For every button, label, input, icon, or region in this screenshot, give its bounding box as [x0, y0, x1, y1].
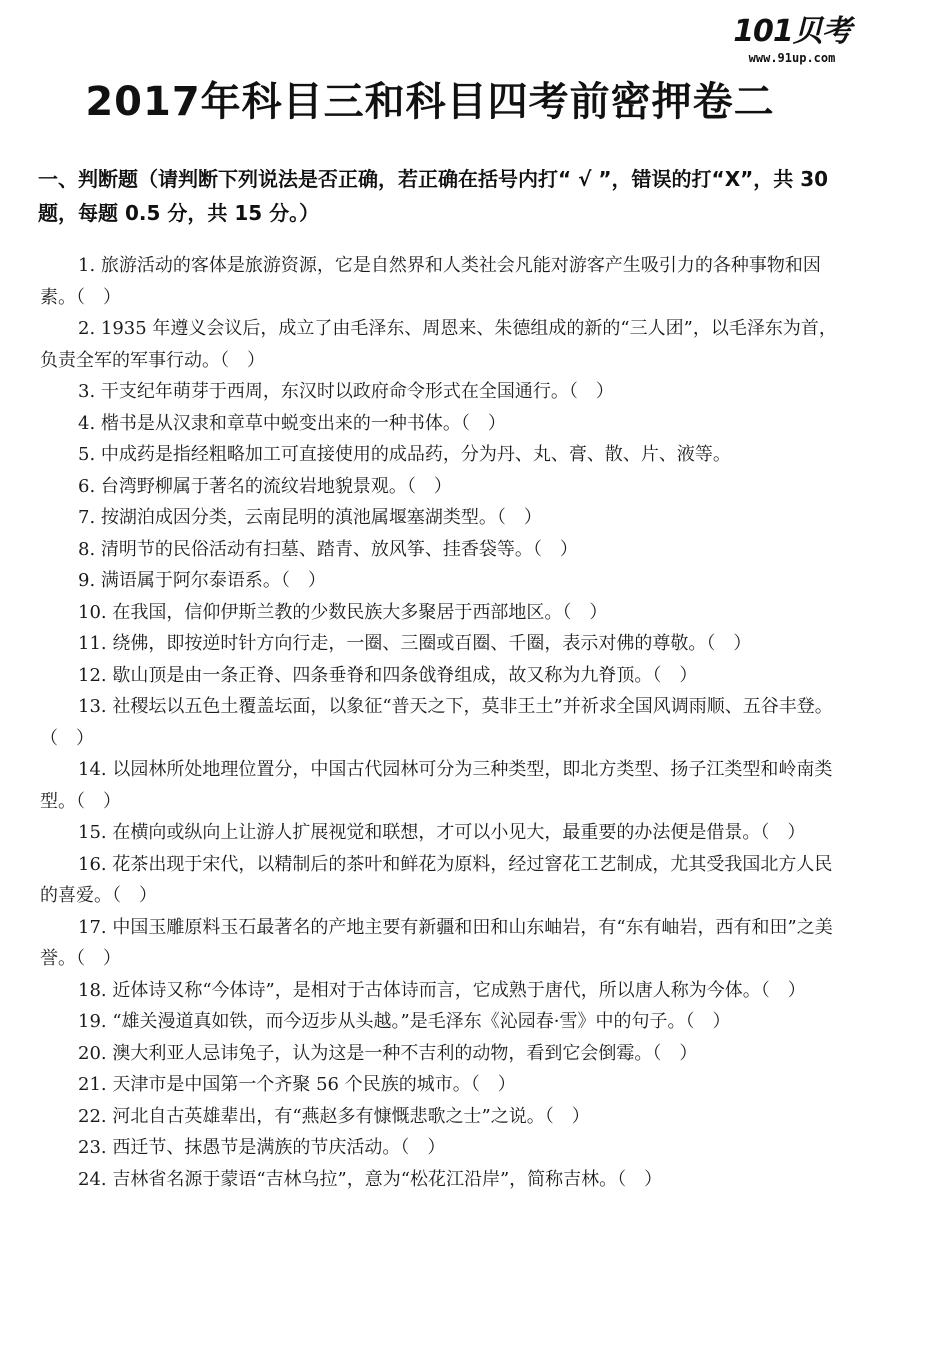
question-item: 14. 以园林所处地理位置分，中国古代园林可分为三种类型，即北方类型、扬子江类型和岭南类型。（ ）	[40, 759, 833, 812]
question-item: 1. 旅游活动的客体是旅游资源，它是自然界和人类社会凡能对游客产生吸引力的各种事物和因素。（ ）	[40, 255, 821, 308]
question-item: 6. 台湾野柳属于著名的流纹岩地貌景观。（ ）	[78, 475, 452, 497]
question-item: 12. 歇山顶是由一条正脊、四条垂脊和四条戗脊组成，故又称为九脊顶。（ ）	[78, 664, 698, 686]
question-item: 22. 河北自古英雄辈出，有“燕赵多有慷慨悲歌之士”之说。（ ）	[78, 1105, 590, 1127]
question-item: 16. 花茶出现于宋代，以精制后的茶叶和鲜花为原料，经过窨花工艺制成，尤其受我国北方人民的喜爱。（ ）	[40, 853, 833, 906]
question-item: 4. 楷书是从汉隶和章草中蜕变出来的一种书体。（ ）	[78, 412, 506, 434]
question-item: 5. 中成药是指经粗略加工可直接使用的成品药，分为丹、丸、膏、散、片、液等。	[78, 444, 731, 465]
brand-logo	[732, 14, 852, 66]
question-item: 18. 近体诗又称“今体诗”，是相对于古体诗而言，它成熟于唐代，所以唐人称为今体。（ ）	[78, 979, 806, 1001]
question-item: 11. 绕佛，即按逆时针方向行走，一圈、三圈或百圈、千圈，表示对佛的尊敬。（ ）	[78, 633, 752, 654]
question-list	[40, 250, 850, 1195]
question-item: 20. 澳大利亚人忌讳兔子，认为这是一种不吉利的动物，看到它会倒霉。（ ）	[78, 1042, 698, 1064]
question-item: 21. 天津市是中国第一个齐聚 56 个民族的城市。（ ）	[78, 1074, 516, 1095]
question-item: 2. 1935 年遵义会议后，成立了由毛泽东、周恩来、朱德组成的新的“三人团”，以毛泽东为首，负责全军的军事行动。（ ）	[40, 318, 837, 371]
question-item: 8. 清明节的民俗活动有扫墓、踏青、放风筝、挂香袋等。（ ）	[78, 538, 578, 560]
question-item: 23. 西迁节、抹愚节是满族的节庆活动。（ ）	[78, 1137, 446, 1158]
question-item: 13. 社稷坛以五色土覆盖坛面，以象征“普天之下，莫非王土”并祈求全国风调雨顺、五谷丰登。（ ）	[40, 696, 833, 749]
question-item: 9. 满语属于阿尔泰语系。（ ）	[78, 570, 326, 591]
section-heading: 一、判断题（请判断下列说法是否正确，若正确在括号内打“ √ ”，错误的打“X”，共 30 题，每题 0.5 分，共 15 分。）	[38, 167, 829, 225]
brand-logo-mark: 101贝考	[733, 14, 851, 49]
question-item: 10. 在我国，信仰伊斯兰教的少数民族大多聚居于西部地区。（ ）	[78, 601, 608, 623]
brand-url: www.91up.com	[748, 51, 836, 65]
question-item: 19. “雄关漫道真如铁，而今迈步从头越。”是毛泽东《沁园春·雪》中的句子。（ ）	[78, 1011, 731, 1032]
page-title: 2017年科目三和科目四考前密押卷二	[85, 79, 775, 125]
question-item: 24. 吉林省名源于蒙语“吉林乌拉”，意为“松花江沿岸”，简称吉林。（ ）	[78, 1168, 663, 1190]
question-item: 3. 干支纪年萌芽于西周，东汉时以政府命令形式在全国通行。（ ）	[78, 381, 614, 402]
question-item: 7. 按湖泊成因分类，云南昆明的滇池属堰塞湖类型。（ ）	[78, 507, 542, 528]
question-item: 15. 在横向或纵向上让游人扩展视觉和联想，才可以小见大，最重要的办法便是借景。（ ）	[78, 822, 806, 843]
question-item: 17. 中国玉雕原料玉石最著名的产地主要有新疆和田和山东岫岩，有“东有岫岩，西有和田”之美誉。（ ）	[40, 916, 833, 969]
